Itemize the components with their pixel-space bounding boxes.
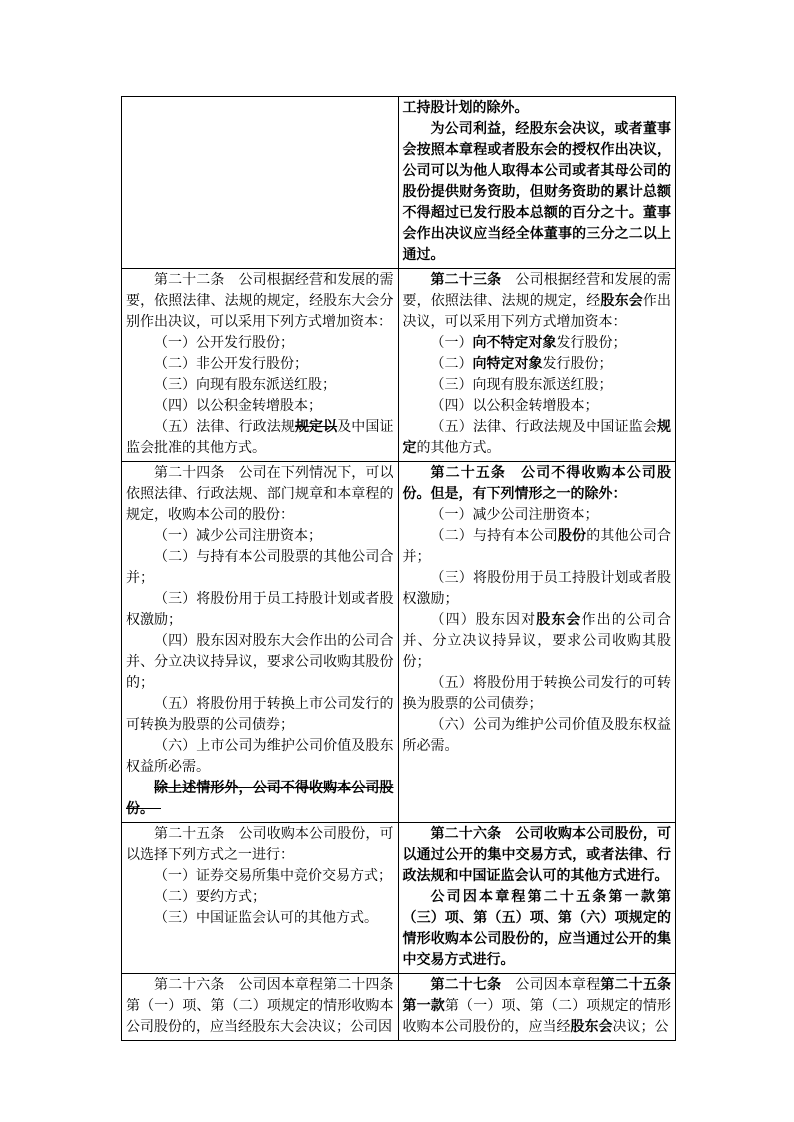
paragraph bbox=[126, 463, 394, 526]
paragraph bbox=[403, 354, 672, 375]
paragraph bbox=[126, 736, 394, 778]
paragraph bbox=[403, 270, 672, 333]
paragraph bbox=[126, 270, 394, 333]
text-run: 作出的公司合并、分立决议持异议，要求公司收购其股份； bbox=[402, 613, 672, 670]
text-run: （五）法律、行政法规及中国证监会 bbox=[430, 420, 657, 435]
text-run: 股份 bbox=[557, 528, 587, 544]
text-run: （二） bbox=[430, 357, 473, 372]
text-run: 第二十六条 公司因本章程第二十四条第（一）项、第（二）项规定的情形收购本公司股份的，应当经股东大会决议；公司因 bbox=[126, 978, 394, 1035]
text-run: 第二十六条 公司收购本公司股份，可以通过公开的集中交易方式，或者法律、行政法规和中国证监会认可的其他方式进行。 bbox=[402, 826, 671, 884]
text-run: 第二十五条 公司不得收购本公司股份。但是，有下列情形之一的除外： bbox=[402, 465, 671, 502]
text-run: （五）将股份用于转换公司发行的可转换为股票的公司债券； bbox=[402, 676, 671, 712]
text-run: 规定 bbox=[402, 419, 671, 456]
text-run: 的其他公司合并； bbox=[402, 529, 671, 565]
text-run: 第二十四条 公司在下列情况下，可以依照法律、行政法规、部门规章和本章程的规定，收购本公司的股份： bbox=[126, 466, 394, 523]
text-run: 发行股份； bbox=[542, 357, 613, 372]
text-run: （二）与持有本公司 bbox=[430, 529, 558, 544]
paragraph bbox=[126, 908, 394, 929]
paragraph bbox=[126, 547, 394, 589]
text-run: （二）要约方式； bbox=[154, 890, 266, 905]
text-run: （三）将股份用于员工持股计划或者股权激励； bbox=[126, 592, 394, 628]
text-run: 向特定对象 bbox=[472, 356, 543, 372]
cell-right bbox=[399, 823, 676, 973]
paragraph bbox=[403, 333, 672, 354]
paragraph bbox=[126, 975, 394, 1038]
paragraph bbox=[126, 866, 394, 887]
paragraph bbox=[403, 673, 672, 715]
cell-right bbox=[399, 462, 676, 822]
text-run: （六）上市公司为维护公司价值及股东权益所必需。 bbox=[126, 739, 394, 775]
text-run: （三）向现有股东派送红股； bbox=[430, 378, 613, 393]
paragraph bbox=[126, 396, 394, 417]
paragraph bbox=[403, 715, 672, 757]
text-run: （六）公司为维护公司价值及股东权益所必需。 bbox=[402, 718, 671, 754]
text-run: 第二十三条 bbox=[430, 272, 502, 288]
text-run: 公司因本章程第二十五条第一款第（三）项、第（五）项、第（六）项规定的情形收购本公司股份的，应当通过公开的集中交易方式进行。 bbox=[402, 889, 671, 968]
text-run: （一） bbox=[430, 336, 473, 351]
paragraph bbox=[126, 631, 394, 694]
paragraph bbox=[126, 887, 394, 908]
text-run: 股东会 bbox=[570, 1019, 613, 1035]
cell-right bbox=[399, 97, 676, 268]
text-run: 工持股计划的除外。 bbox=[402, 100, 529, 116]
text-run: （二）非公开发行股份； bbox=[154, 357, 308, 372]
paragraph bbox=[403, 396, 672, 417]
paragraph bbox=[403, 568, 672, 610]
text-run: （四）股东因对 bbox=[430, 613, 537, 628]
text-run: 发行股份； bbox=[556, 336, 627, 351]
text-run: （一）减少公司注册资本； bbox=[430, 508, 599, 523]
text-run: （一）证券交易所集中竞价交易方式； bbox=[154, 869, 392, 884]
text-run: （一）减少公司注册资本； bbox=[154, 529, 322, 544]
text-run: （五）将股份用于转换上市公司发行的可转换为股票的公司债券； bbox=[126, 697, 394, 733]
text-run: （一）公开发行股份； bbox=[154, 336, 294, 351]
text-run: 决议；公 bbox=[612, 1020, 669, 1035]
paragraph bbox=[126, 778, 394, 820]
table-row bbox=[122, 461, 675, 822]
text-run: （三）将股份用于员工持股计划或者股权激励； bbox=[402, 571, 671, 607]
paragraph bbox=[126, 824, 394, 866]
text-run: 第二十二条 公司根据经营和发展的需要，依照法律、法规的规定，经股东大会分别作出决议，可以采用下列方式增加资本： bbox=[126, 273, 394, 330]
cell-left bbox=[122, 462, 399, 822]
paragraph bbox=[126, 417, 394, 459]
paragraph bbox=[126, 375, 394, 396]
paragraph bbox=[126, 526, 394, 547]
paragraph bbox=[126, 333, 394, 354]
cell-left bbox=[122, 974, 399, 1040]
paragraph bbox=[403, 98, 672, 119]
paragraph bbox=[403, 887, 672, 971]
cell-right bbox=[399, 269, 676, 461]
table-row bbox=[122, 822, 675, 973]
text-run: （三）向现有股东派送红股； bbox=[154, 378, 336, 393]
text-run bbox=[147, 801, 161, 817]
cell-left bbox=[122, 97, 399, 268]
table-row bbox=[122, 97, 675, 268]
text-run: 股东会 bbox=[536, 612, 582, 628]
text-run: 及中国证监会批准的其他方式。 bbox=[126, 420, 394, 456]
paragraph bbox=[403, 610, 672, 673]
text-run: 第（一）项、第（二）项规定的情形收购本公司股份的，应当经 bbox=[402, 999, 672, 1035]
text-run: （四）以公积金转增股本； bbox=[430, 399, 599, 414]
paragraph bbox=[403, 975, 672, 1038]
table-row bbox=[122, 973, 675, 1040]
text-run: 向不特定对象 bbox=[472, 335, 557, 351]
text-run: 第二十五条 公司收购本公司股份，可以选择下列方式之一进行： bbox=[126, 827, 394, 863]
text-run: 公司因本章程 bbox=[501, 978, 601, 993]
paragraph bbox=[126, 694, 394, 736]
paragraph bbox=[403, 526, 672, 568]
cell-left bbox=[122, 269, 399, 461]
text-run: 第二十五条第一款 bbox=[402, 977, 671, 1014]
text-run: （三）中国证监会认可的其他方式。 bbox=[154, 911, 378, 926]
text-run: 为公司利益，经股东会决议，或者董事会按照本章程或者股东会的授权作出决议，公司可以为他人取得本公司或者其母公司的股份提供财务资助，但财务资助的累计总额不得超过已发行股本总额的百分之十。董事会作出决议应当经全体董事的三分之二以上通过。 bbox=[402, 121, 671, 263]
text-run: （四）以公积金转增股本； bbox=[154, 399, 322, 414]
text-run: （五）法律、行政法规 bbox=[154, 420, 295, 435]
text-run: 除上述情形外，公司不得收购本公司股份。 bbox=[126, 780, 394, 817]
text-run: （二）与持有本公司股票的其他公司合并； bbox=[126, 550, 394, 586]
table-row bbox=[122, 268, 675, 461]
paragraph bbox=[403, 417, 672, 459]
paragraph bbox=[403, 463, 672, 505]
text-run: 股东会 bbox=[600, 293, 643, 309]
text-run: 作出决议，可以采用下列方式增加资本： bbox=[402, 294, 672, 330]
paragraph bbox=[403, 824, 672, 887]
comparison-table bbox=[121, 96, 676, 1041]
paragraph bbox=[126, 354, 394, 375]
paragraph bbox=[403, 505, 672, 526]
text-run: （四）股东因对股东大会作出的公司合并、分立决议持异议，要求公司收购其股份的； bbox=[126, 634, 394, 691]
cell-left bbox=[122, 823, 399, 973]
paragraph bbox=[403, 375, 672, 396]
text-run: 公司根据经营和发展的需要，依照法律、法规的规定，经 bbox=[402, 273, 671, 309]
text-run: 的其他方式。 bbox=[416, 441, 501, 456]
cell-right bbox=[399, 974, 676, 1040]
text-run: 规定以 bbox=[294, 419, 338, 435]
text-run: 第二十七条 bbox=[430, 977, 502, 993]
paragraph bbox=[126, 589, 394, 631]
paragraph bbox=[403, 119, 672, 266]
